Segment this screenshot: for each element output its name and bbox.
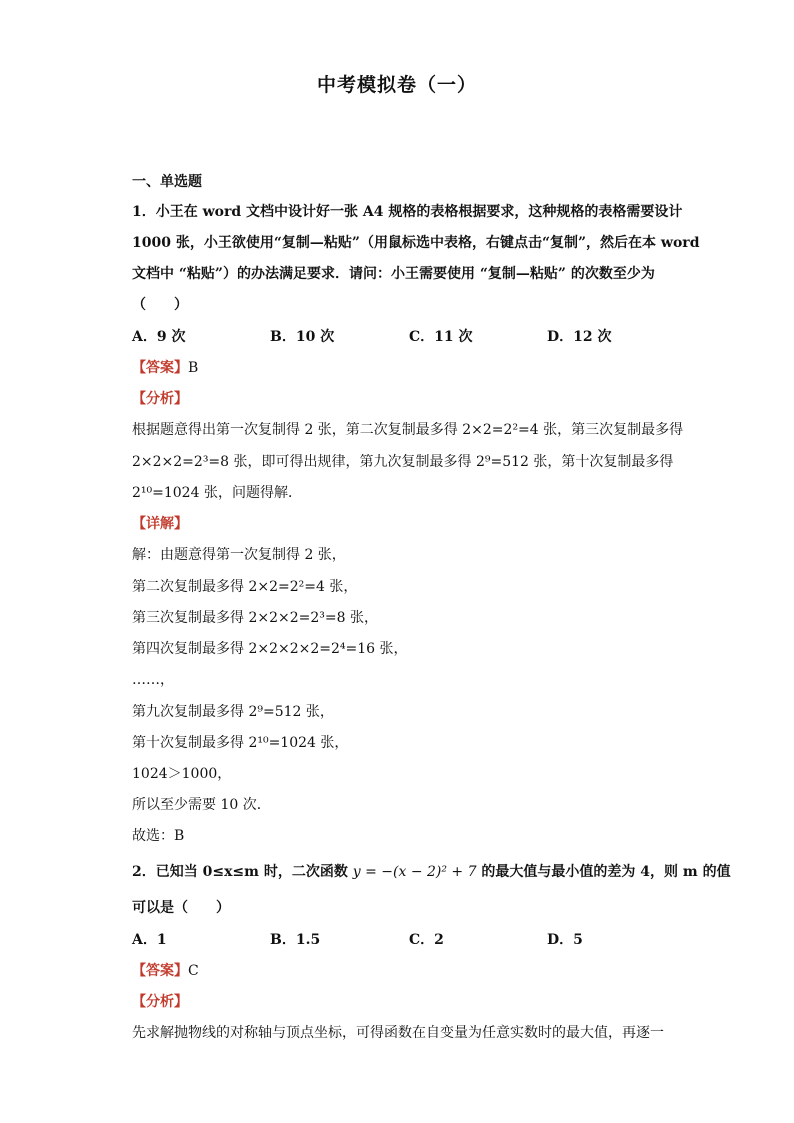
q1-analysis-line-3: 2¹⁰=1024 张，问题得解． [132,485,302,501]
q1-detail-line-2: 第二次复制最多得 2×2=2²=4 张， [132,579,358,595]
answer-label: 【答案】 [132,963,188,979]
q1-detail-line-4: 第四次复制最多得 2×2×2×2=2⁴=16 张， [132,641,408,657]
answer-value: B [188,360,199,376]
q2-stem-line-2: 可以是（ ） [132,900,230,916]
q1-detail-line-8: 1024＞1000， [132,766,232,782]
q1-detail-label: 【详解】 [132,516,188,532]
q1-detail-line-10: 故选：B [132,828,185,844]
q1-option-d: D．12 次 [547,329,612,345]
q2-stem-part-a: 2．已知当 0≤x≤m 时，二次函数 [132,864,348,880]
q1-stem-line-4: （ ） [132,297,188,313]
q1-answer [132,358,198,378]
q1-option-a: A．9 次 [132,329,186,345]
q1-detail-line-6: 第九次复制最多得 2⁹=512 张， [132,704,334,720]
q2-formula: y = −(x − 2)² + 7 [352,864,477,880]
q1-option-b: B．10 次 [270,329,335,345]
q2-answer [132,961,199,981]
q1-analysis-line-1: 根据题意得出第一次复制得 2 张，第二次复制最多得 2×2=2²=4 张，第三次复制最多得 [132,422,684,438]
answer-value: C [188,963,199,979]
q1-detail-line-9: 所以至少需要 10 次． [132,797,271,813]
q2-analysis-label: 【分析】 [132,994,188,1010]
q2-stem-line-1 [132,862,731,882]
q1-analysis-line-2: 2×2×2=2³=8 张，即可得出规律，第九次复制最多得 2⁹=512 张，第十次复制最多得 [132,454,674,470]
q2-stem-part-b: 的最大值与最小值的差为 4，则 m 的值 [481,864,731,880]
q1-stem-line-3: 文档中 “粘贴”）的办法满足要求．请问：小王需要使用 “复制—粘贴” 的次数至少为 [132,266,655,282]
q2-option-c: C．2 [409,932,444,948]
q1-detail-line-7: 第十次复制最多得 2¹⁰=1024 张， [132,735,349,751]
page-title: 中考模拟卷（一） [316,74,477,96]
q1-option-c: C．11 次 [409,329,473,345]
q1-stem-line-2: 1000 张，小王欲使用“复制—粘贴”（用鼠标选中表格，右键点击“复制”，然后在本 word [132,235,700,251]
q1-stem-line-1: 1．小王在 word 文档中设计好一张 A4 规格的表格根据要求，这种规格的表格需要设计 [132,204,683,220]
q1-analysis-label: 【分析】 [132,391,188,407]
q1-detail-line-1: 解：由题意得第一次复制得 2 张， [132,547,346,563]
answer-label: 【答案】 [132,360,188,376]
q1-detail-line-3: 第三次复制最多得 2×2×2=2³=8 张， [132,610,378,626]
q2-option-a: A．1 [132,932,167,948]
q2-analysis-line-1: 先求解抛物线的对称轴与顶点坐标，可得函数在自变量为任意实数时的最大值，再逐一 [132,1025,664,1041]
q1-detail-line-5: ……， [132,672,174,688]
q2-option-d: D．5 [547,932,583,948]
q2-option-b: B．1.5 [270,932,321,948]
section-heading: 一、单选题 [132,174,202,190]
